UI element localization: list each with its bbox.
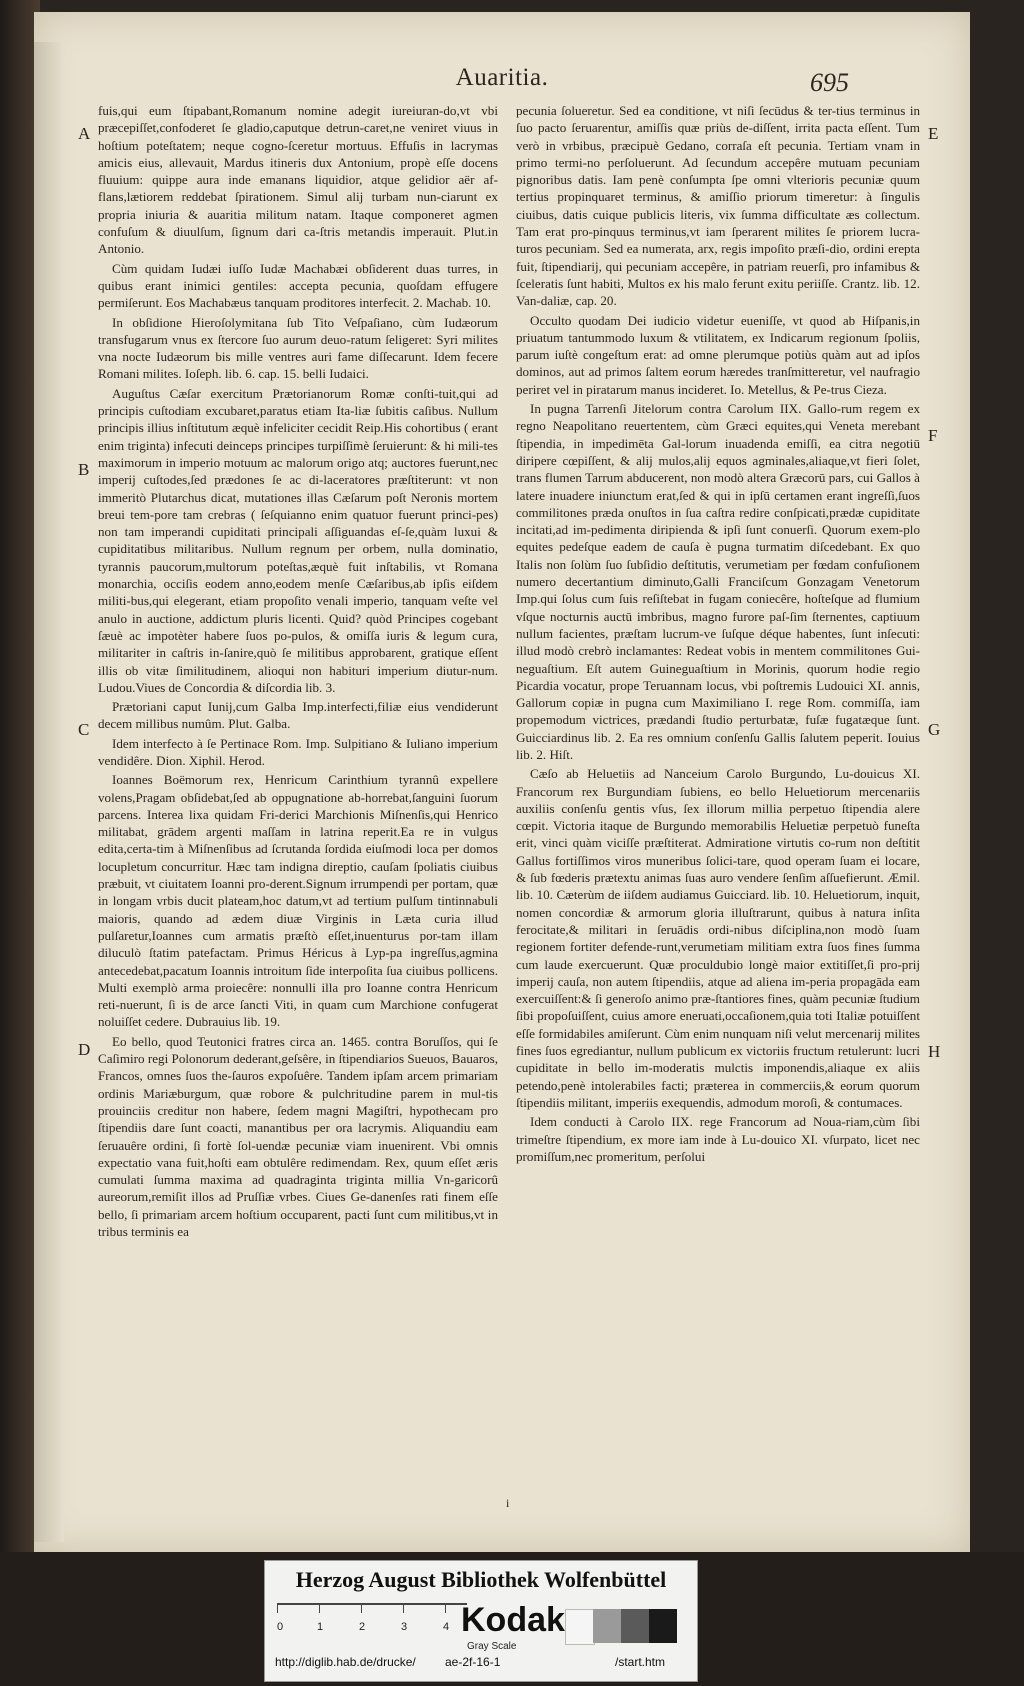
ruler-tick bbox=[277, 1603, 278, 1613]
ruler-tick bbox=[445, 1603, 446, 1613]
paragraph: Eo bello, quod Teutonici fratres circa an. 1465. contra Boruſſos, qui ſe Caſimiro regi Polonorum dederant,geſsêre, in ſtipendiarios Sueuos, Bauaros, Francos, omnes ſuos the-ſauros expoſuêre. Tandem ipſam arcem primariam ordinis Mariæburgum, quæ robore & pulchritudine parem in mul-tis prouinciis creditur non habere, ſedem magni Magiſtri, hypothecam pro ſtipendiis dare ſunt coacti, manantibus per ora lacrymis. Aliquandiu eam ſeruauêre ordini, ſi fortè ſol-uendæ pecuniæ viam inuenirent. Vbi omnis expectatio vana fuit,hoſti eam obtulêre redimendam. Rex, quum eſſet æris cumulati ſumma maxima ad quadraginta triginta millia Vn-garicorû aureorum,remiſit illos ad Pruſſiæ vrbes. Ciues Ge-danenſes rati finem eſſe bello, ſi primariam arcem hoſtium occuparent, pacti ſunt cum militibus,vt in tribus terminis ea bbox=[98, 1033, 498, 1239]
margin-letter-b: B bbox=[78, 460, 90, 479]
margin-letter-c: C bbox=[78, 720, 90, 739]
ruler-tick bbox=[361, 1603, 362, 1613]
margin-letter-f: F bbox=[928, 426, 938, 445]
library-scan-bar bbox=[264, 1560, 698, 1682]
paragraph: Cùm quidam Iudæi iuſſo Iudæ Machabæi obſiderent duas turres, in quibus erant inimici gentiles: accepta pecunia, quoſdam effugere permiſerunt. Eos Machabæus tanquam proditores interfecit. 2. Machab. 10. bbox=[98, 260, 498, 311]
page-gutter-strip bbox=[34, 42, 64, 1542]
page-number: 695 bbox=[810, 68, 849, 97]
shelfmark: ae-2f-16-1 bbox=[445, 1655, 501, 1669]
gray-swatch bbox=[621, 1609, 649, 1643]
ruler-tick bbox=[319, 1603, 320, 1613]
right-text-column bbox=[516, 102, 920, 1497]
paragraph: In obſidione Hieroſolymitana ſub Tito Veſpaſiano, cùm Iudæorum transfugarum vnus ex ſtercore ſuo aurum deuo-ratum ſeligeret: Syri milites vna nocte Iudæorum bis mille ventres auri fame diſſecarunt. Idem fecere Romani milites. Ioſeph. lib. 6. cap. 15. belli Iudaici. bbox=[98, 314, 498, 382]
book-page bbox=[34, 12, 970, 1552]
ruler-number: 3 bbox=[401, 1621, 408, 1633]
ruler-line bbox=[277, 1603, 467, 1605]
margin-letter-e: E bbox=[928, 124, 939, 143]
ruler-tick bbox=[403, 1603, 404, 1613]
gray-swatch bbox=[649, 1609, 677, 1643]
paragraph: Idem conducti à Carolo IIX. rege Francorum ad Noua-riam,cùm ſibi trimeſtre ſtipendium, ex more iam inde à Lu-douico XI. vſurpato, licet nec promiſſum,nec promeritum, perſolui bbox=[516, 1114, 920, 1164]
paragraph: Cæſo ab Heluetiis ad Nanceium Carolo Burgundo, Lu-douicus XI. Francorum rex Burgundiam ſubiens, eo bello Heluetiorum mercenariis auxiliis conſenſu gentis vſus, ſex illorum millia perpetuo ſtipendia alere cœpit. Victoria itaque de Burgundo memorabilis Heluetiæ perpetuò funeſta erit, vinci quàm viciſſe præſtiterat. Admiratione virtutis co-rum non deſtitit Gallus fortiſſimos viros muneribus ſolici-tare, quod operam ſuam ei locare, & ſub fœderis prætextu animas ſuas auro vendere ſenſim aſſuefierunt. Æmil. lib. 10. Cæterùm de iiſdem audiamus Guicciard. lib. 10. Heluetiorum, inquit, nomen concordiæ & armorum gloria illuſtrarunt, quibus à natura inſita ferocitate,& militari in ſeruādis ordi-nibus diſciplina,non modò ſuam regionem fortiter defende-runt,verumetiam militiam extra ſuos fines ſumma cum laude exercuerunt. Quæ proculdubio longè maior extitiſſet,ſi pro-prij imperij cauſa, non autem ſtipendiis, atque ad aliena im-peria propagāda eam exercuiſſent:& ſi generoſo animo præ-ſtantiores fines, quàm pecuniæ ſtudium ſibi propoſuiſſent, cuius amore eneruati,occaſionem,quia toti Italiæ potuiſſent eſſe formidabiles amiſerunt. Cùm enim nunquam niſi velut mercenarij milites fines ſuos egrediantur, nullum publicum ex victoriis fructum retulerunt: lucri cupiditate in bello im-moderatis mulctis imponendis,aliaque ex aliis petendo,penè intolerabiles facti; præterea in commerciis,& eorum quorum ſtipendiis militant, imperiis exequendis, admodum moroſi, & contumaces. bbox=[516, 766, 920, 1110]
scale-ruler bbox=[277, 1603, 467, 1637]
paragraph: Occulto quodam Dei iudicio videtur eueniſſe, vt quod ab Hiſpanis,in priuatum tantummodo luxum & vtilitatem, ex Indicarum regionum ſpoliis, parum iuſtè congeſtum erat: ad omne plerumque potiùs quàm aut ad ipſos dominos, aut ad primos ſaltem eorum hæredes tranſmitteretur, vel naufragio periret vel in piratarum manus incideret. Io. Metellus, & Pe-trus Cieza. bbox=[516, 312, 920, 397]
kodak-logo: Kodak bbox=[461, 1601, 565, 1639]
paragraph: In pugna Tarrenſi Jitelorum contra Carolum IIX. Gallo-rum regem ex regno Neapolitano reuertentem, cùm Græci equites,qui Veneta merebant ſtipendia, in impedimēta Gal-lorum inuadenda emiſſi, ea citra negotiū diripere cœpiſſent, & alij mulos,alij equos agminales,aliaque,vt fieri ſolet, trans flumen Tarrum abducerent, non modò altera Græcorū pars, cui Gallos à latere inuadere iniunctum erat,ſed & qui in ipſū certamen erant ingreſſi,ſuos commilitones præda onuſtos in ſua caſtra redire conſpicati,prædæ cupiditate incitati,ad im-pedimenta diripienda & ipſi ſunt conuerſi. Quorum exem-plo equites pedeſque eadem de cauſa è pugna turmatim diſcedebant. Ex quo Italis non ſolùm ſuo ſubſidio deſtitutis, verumetiam per fœdam confuſionem numero decertantium diminuto,Galli Franciſcum Gonzagam Venetorum Imp.qui ſolus cum ſuis reſiſtebat in fugam coniecêre, hoſteſque ad flumium vſque nocturnis auctū imbribus, magno furore paſ-ſim ſternentes, captiuum nullum facientes, præſtam lucrum-ve ſuſque déque habentes, ſunt inſecuti: illud modò crebrò inclamantes: Redeat vobis in mentem commilitones Gui-neguaſtium. Eſt autem Guineguaſtium in Morinis, quorum hodie regio Picardia vocatur, prope Teruannam locus, vbi poſtremis Ludouici XI. annis, Gallorum copiæ in pugna cum Maximiliano I. rege Rom. commiſſa, iam propemodum victrices, prædandi ſtudio perturbatæ, fuſæ fugatæque ſunt. Guicciardinus lib. 2. Ea res omnium conſenſu Gallis ſalutem peperit. Iouius lib. 2. Hiſt. bbox=[516, 401, 920, 762]
running-head-title: Auaritia. bbox=[455, 64, 549, 91]
paragraph: fuis,qui eum ſtipabant,Romanum nomine adegit iureiuran-do,vt vbi præcepiſſet,confoderet ſe gladio,caputque detrun-caret,ne veniret viuus in hoſtium poteſtatem; neque cogno-ſceretur mortuus. Effuſis in lacrymas amicis eius, allevauit, Mardus itineris dux Antonium, propè eſſe docens fluuium: quippe aura inde emanans liquidior, atque gelidior aër af-flans,lætiorem reddebat ſpirationem. Simul alij turbam nun-ciarunt ex propria iniuria & auaritia militum natam. Itaque componeret agmen confuſum & diuulſum, ſignum dari ca-ſtris metandis imperauit. Plut.in Antonio. bbox=[98, 103, 498, 257]
margin-letter-a: A bbox=[78, 124, 91, 143]
gray-scale-label: Gray Scale bbox=[467, 1641, 517, 1652]
library-name: Herzog August Bibliothek Wolfenbüttel bbox=[295, 1567, 667, 1592]
source-url[interactable]: http://diglib.hab.de/drucke/ bbox=[275, 1655, 416, 1669]
paragraph: pecunia ſolueretur. Sed ea conditione, vt niſi ſecūdus & ter-tius terminus in ſuo pacto ſeruarentur, amiſſis quæ priùs de-diſſent, irrita pacta eſſent. Tum verò in vrbibus, præcipuè Gedano, corraſa eſt pecunia. Tertiam vnam in primo termi-no perſoluerunt. Ad ſecundum accepêre mutuam pecuniam pignoribus datis. Iam penè conſumpta ſpe omni vlterioris pecuniæ quum tertius propinquaret terminus, & amiſſio priorum timeretur: à ſingulis ciuibus, datis cuique publicis literis, vix ſumma difficultate æs collectum. Tam erat pro-pinquus terminus,vt iam ſperarent milites ſe priorem lucra-turos pecuniam. Sed ea numerata, arx, regis impoſito præſi-dio, ordini erepta fuit, ſtipendiarij, qui pecuniam accepêre, in patriam reuerſi, pro infamibus & ſceleratis ſunt habiti, Multos ex his malo ferunt exitu periiſſe. Crantz. lib. 12. Van-daliæ, cap. 20. bbox=[516, 103, 920, 309]
left-text-column bbox=[98, 102, 498, 1497]
ruler-number: 1 bbox=[317, 1621, 324, 1633]
paragraph: Idem interfecto à ſe Pertinace Rom. Imp. Sulpitiano & Iuliano imperium vendidêre. Dion. Xiphil. Herod. bbox=[98, 735, 498, 768]
ruler-number: 4 bbox=[443, 1621, 450, 1633]
signature-mark: i bbox=[506, 1496, 510, 1510]
gray-swatch bbox=[565, 1609, 595, 1645]
paragraph: Auguſtus Cæſar exercitum Prætorianorum Romæ conſti-tuit,qui ad principis cuſtodiam excubaret,paratus etiam Ita-liæ ſubitis caſibus. Nullum principis illius inſtitutum æquè infeliciter cecidit Reip.His cohortibus ( erant enim triginta) infecuti deinceps principes turpiſſimè ſeruierunt: & hi mili-tes maximorum in imperio motuum ac malorum origo atq; auctores fuerunt,nec imperij cuſtodes,ſed prædones ſe ac di-laceratores præſtiterunt: vt non immeritò Plutarchus dicat, mutationes illas Cæſarum poſt Neronis mortem breui tem-pore tam crebras ( ſeſquianno enim quatuor fuerunt princi-pes) non tam imperandi cupiditati principali aſſiguandas eſ-ſe,quàm luxui & cupiditatibus militaribus. Nullum regnum per orbem, nulla dominatio, tyrannis paucorum,multorum poteſtas,æquè fuit inſtabilis, vt Romana monarchia, occiſis eodem anno,eodem menſe Cæſaribus,ab ipſis eiſdem militi-bus,qui elegerant, etiam propoſito venali imperio, tanquam veſte vel anulo in auctione, addictum pluris licenti. Quid? quòd Principes cogebant ſæuè ac impotèter habere ſuos po-pulos, & omiſſa iuris & legum cura, militariter in caſtris in-ſanire,quò ſe militibus approbarent, gratique eſſent illis ob vitæ ſimilitudinem, alioqui non habituri imperium diutur-num. Ludou.Viues de Concordia & diſcordia lib. 3. bbox=[98, 385, 498, 695]
margin-letter-h: H bbox=[928, 1042, 941, 1061]
margin-letter-d: D bbox=[78, 1040, 91, 1059]
paragraph: Prætoriani caput Iunij,cum Galba Imp.interfecti,filiæ eius vendiderunt decem millibus numûm. Plut. Galba. bbox=[98, 699, 498, 732]
gray-swatch bbox=[593, 1609, 621, 1643]
paragraph: Ioannes Boëmorum rex, Henricum Carinthium tyrannû expellere volens,Pragam obſidebat,ſed ab oppugnatione ab-horrebat,ſanguini ſuorum parcens. Interea lixa quidam Fri-derici Marchionis Miſnenſis,qui Henrico militabat, grādem argenti maſſam in latrina reperit.Ea re in vulgus edita,certa-tim à Miſnenſibus ad ſcrutanda ſordida eiuſmodi loca per domos locupletum concurritur. Hæc tam indigna direptio, cauſam ſpoliatis ciuibus præbuit, vt ciuitatem Ioanni pro-derent.Signum irrumpendi per portam, quæ in longam vrbis ducit plateam,hoc datum,vt ad tertium pulſum tintinnabuli maioris, quando ad ædem diuæ Virginis in Læta curia illud pulſaretur,Ioannes cum armatis præſtò eſſet,inuenturus por-tam illam diluculò ſtatim patefactam. Primus Héricus à Lyp-pa ingreſſus,agmina antecedebat,pacatum Ioannis introitum ſide interpoſita ſua ciuibus pollicens. Multi exemplò arma proiecêre: nonnulli illa pro Ioanne contra Henricum reti-nuerunt, ſi is de arce ſancti Viti, in quam cum Marchione confugerat noluiſſet cedere. Dubrauius lib. 19. bbox=[98, 772, 498, 1030]
start-page-link[interactable]: /start.htm bbox=[615, 1655, 666, 1669]
margin-letter-g: G bbox=[928, 720, 941, 739]
ruler-number: 0 bbox=[277, 1621, 284, 1633]
ruler-number: 2 bbox=[359, 1621, 366, 1633]
